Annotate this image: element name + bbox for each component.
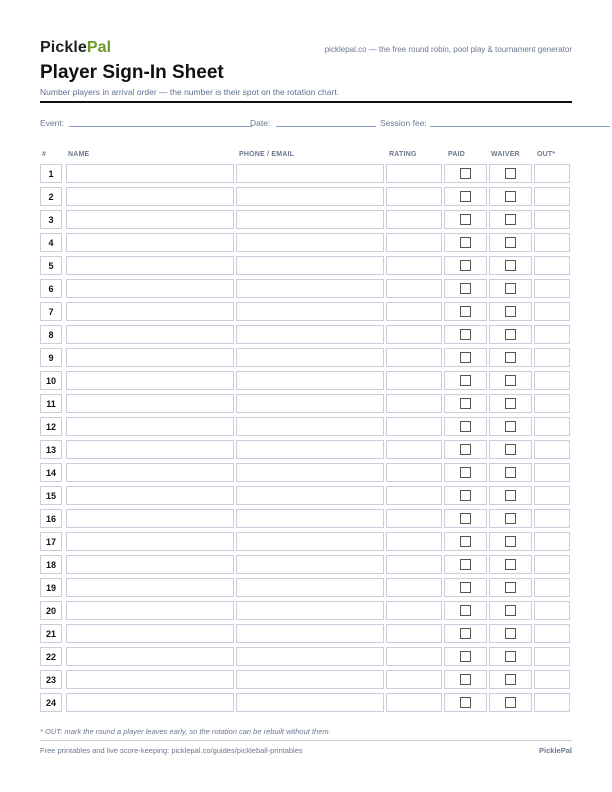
footer-divider bbox=[40, 740, 572, 741]
paid-checkbox[interactable] bbox=[460, 536, 471, 547]
out-cell[interactable] bbox=[534, 509, 570, 528]
footer-link-text: Free printables and live score-keeping: picklepal.co/guides/pickleball-printables bbox=[40, 746, 303, 755]
row-number: 2 bbox=[40, 187, 62, 206]
name-cell[interactable] bbox=[66, 693, 234, 712]
table-row bbox=[0, 210, 612, 231]
table-row bbox=[0, 233, 612, 254]
waiver-checkbox[interactable] bbox=[505, 674, 516, 685]
out-cell[interactable] bbox=[534, 187, 570, 206]
out-cell[interactable] bbox=[534, 256, 570, 275]
event-label: Event: bbox=[40, 118, 65, 128]
out-cell[interactable] bbox=[534, 463, 570, 482]
rating-cell[interactable] bbox=[386, 302, 442, 321]
name-cell[interactable] bbox=[66, 164, 234, 183]
contact-cell[interactable] bbox=[236, 578, 384, 597]
row-number: 17 bbox=[40, 532, 62, 551]
row-number: 7 bbox=[40, 302, 62, 321]
out-cell[interactable] bbox=[534, 532, 570, 551]
rating-cell[interactable] bbox=[386, 578, 442, 597]
paid-checkbox[interactable] bbox=[460, 444, 471, 455]
table-row bbox=[0, 670, 612, 691]
brand-name-part2: Pal bbox=[86, 39, 112, 56]
rating-cell[interactable] bbox=[386, 509, 442, 528]
table-row bbox=[0, 578, 612, 599]
paid-checkbox[interactable] bbox=[460, 260, 471, 271]
contact-cell[interactable] bbox=[236, 532, 384, 551]
paid-checkbox[interactable] bbox=[460, 398, 471, 409]
row-number: 14 bbox=[40, 463, 62, 482]
row-number: 21 bbox=[40, 624, 62, 643]
name-cell[interactable] bbox=[66, 555, 234, 574]
contact-cell[interactable] bbox=[236, 509, 384, 528]
name-cell[interactable] bbox=[66, 509, 234, 528]
name-cell[interactable] bbox=[66, 210, 234, 229]
name-cell[interactable] bbox=[66, 532, 234, 551]
row-number: 18 bbox=[40, 555, 62, 574]
table-row bbox=[0, 256, 612, 277]
contact-cell[interactable] bbox=[236, 555, 384, 574]
row-number: 13 bbox=[40, 440, 62, 459]
contact-cell[interactable] bbox=[236, 371, 384, 390]
name-cell[interactable] bbox=[66, 325, 234, 344]
col-header-name: NAME bbox=[68, 151, 90, 158]
table-row bbox=[0, 509, 612, 530]
table-row bbox=[0, 486, 612, 507]
col-header-out: OUT* bbox=[537, 151, 556, 158]
contact-cell[interactable] bbox=[236, 210, 384, 229]
row-number: 11 bbox=[40, 394, 62, 413]
out-cell[interactable] bbox=[534, 325, 570, 344]
row-number: 23 bbox=[40, 670, 62, 689]
table-row bbox=[0, 440, 612, 461]
row-number: 5 bbox=[40, 256, 62, 275]
out-cell[interactable] bbox=[534, 670, 570, 689]
waiver-checkbox[interactable] bbox=[505, 697, 516, 708]
waiver-checkbox[interactable] bbox=[505, 559, 516, 570]
row-number: 24 bbox=[40, 693, 62, 712]
row-number: 12 bbox=[40, 417, 62, 436]
table-row bbox=[0, 371, 612, 392]
row-number: 15 bbox=[40, 486, 62, 505]
date-label: Date: bbox=[250, 118, 271, 128]
name-cell[interactable] bbox=[66, 187, 234, 206]
table-row bbox=[0, 302, 612, 323]
col-header-number: # bbox=[42, 151, 47, 158]
tagline: picklepal.co — the free round robin, pool play & tournament generator bbox=[324, 45, 572, 54]
name-cell[interactable] bbox=[66, 417, 234, 436]
name-cell[interactable] bbox=[66, 578, 234, 597]
rating-cell[interactable] bbox=[386, 233, 442, 252]
name-cell[interactable] bbox=[66, 440, 234, 459]
paid-checkbox[interactable] bbox=[460, 329, 471, 340]
row-number: 6 bbox=[40, 279, 62, 298]
table-row bbox=[0, 325, 612, 346]
name-cell[interactable] bbox=[66, 647, 234, 666]
name-cell[interactable] bbox=[66, 463, 234, 482]
rating-cell[interactable] bbox=[386, 624, 442, 643]
paid-checkbox[interactable] bbox=[460, 214, 471, 225]
date-field[interactable] bbox=[276, 126, 376, 127]
contact-cell[interactable] bbox=[236, 670, 384, 689]
paid-checkbox[interactable] bbox=[460, 582, 471, 593]
waiver-checkbox[interactable] bbox=[505, 490, 516, 501]
page-title: Player Sign-In Sheet bbox=[40, 62, 224, 83]
table-row bbox=[0, 647, 612, 668]
col-header-paid: PAID bbox=[448, 151, 466, 158]
page-subtitle: Number players in arrival order — the number is their spot on the rotation chart. bbox=[40, 87, 340, 97]
name-cell[interactable] bbox=[66, 348, 234, 367]
out-cell[interactable] bbox=[534, 486, 570, 505]
waiver-checkbox[interactable] bbox=[505, 375, 516, 386]
rating-cell[interactable] bbox=[386, 325, 442, 344]
table-row bbox=[0, 532, 612, 553]
out-footnote: * OUT: mark the round a player leaves early, so the rotation can be rebuilt without them. bbox=[40, 727, 331, 736]
waiver-checkbox[interactable] bbox=[505, 398, 516, 409]
contact-cell[interactable] bbox=[236, 693, 384, 712]
out-cell[interactable] bbox=[534, 693, 570, 712]
rating-cell[interactable] bbox=[386, 463, 442, 482]
contact-cell[interactable] bbox=[236, 302, 384, 321]
row-number: 16 bbox=[40, 509, 62, 528]
contact-cell[interactable] bbox=[236, 624, 384, 643]
paid-checkbox[interactable] bbox=[460, 605, 471, 616]
table-row bbox=[0, 693, 612, 714]
table-row bbox=[0, 624, 612, 645]
waiver-checkbox[interactable] bbox=[505, 237, 516, 248]
contact-cell[interactable] bbox=[236, 233, 384, 252]
waiver-checkbox[interactable] bbox=[505, 513, 516, 524]
paid-checkbox[interactable] bbox=[460, 674, 471, 685]
out-cell[interactable] bbox=[534, 624, 570, 643]
waiver-checkbox[interactable] bbox=[505, 444, 516, 455]
paid-checkbox[interactable] bbox=[460, 237, 471, 248]
out-cell[interactable] bbox=[534, 233, 570, 252]
rating-cell[interactable] bbox=[386, 670, 442, 689]
row-number: 8 bbox=[40, 325, 62, 344]
waiver-checkbox[interactable] bbox=[505, 168, 516, 179]
contact-cell[interactable] bbox=[236, 348, 384, 367]
out-cell[interactable] bbox=[534, 302, 570, 321]
col-header-rating: RATING bbox=[389, 151, 417, 158]
table-row bbox=[0, 463, 612, 484]
out-cell[interactable] bbox=[534, 647, 570, 666]
contact-cell[interactable] bbox=[236, 601, 384, 620]
contact-cell[interactable] bbox=[236, 647, 384, 666]
row-number: 19 bbox=[40, 578, 62, 597]
paid-checkbox[interactable] bbox=[460, 421, 471, 432]
rating-cell[interactable] bbox=[386, 693, 442, 712]
name-cell[interactable] bbox=[66, 302, 234, 321]
session-fee-label: Session fee: bbox=[380, 118, 427, 128]
header-divider bbox=[40, 101, 572, 103]
session-fee-field[interactable] bbox=[430, 126, 610, 127]
paid-checkbox[interactable] bbox=[460, 651, 471, 662]
rating-cell[interactable] bbox=[386, 348, 442, 367]
paid-checkbox[interactable] bbox=[460, 559, 471, 570]
rating-cell[interactable] bbox=[386, 486, 442, 505]
waiver-checkbox[interactable] bbox=[505, 651, 516, 662]
out-cell[interactable] bbox=[534, 210, 570, 229]
footer-brand: PicklePal bbox=[539, 746, 572, 755]
waiver-checkbox[interactable] bbox=[505, 582, 516, 593]
rating-cell[interactable] bbox=[386, 210, 442, 229]
table-row bbox=[0, 187, 612, 208]
contact-cell[interactable] bbox=[236, 256, 384, 275]
paid-checkbox[interactable] bbox=[460, 467, 471, 478]
paid-checkbox[interactable] bbox=[460, 191, 471, 202]
contact-cell[interactable] bbox=[236, 486, 384, 505]
row-number: 20 bbox=[40, 601, 62, 620]
row-number: 9 bbox=[40, 348, 62, 367]
out-cell[interactable] bbox=[534, 371, 570, 390]
rating-cell[interactable] bbox=[386, 532, 442, 551]
name-cell[interactable] bbox=[66, 279, 234, 298]
paid-checkbox[interactable] bbox=[460, 375, 471, 386]
table-row bbox=[0, 394, 612, 415]
row-number: 10 bbox=[40, 371, 62, 390]
event-field[interactable] bbox=[69, 126, 252, 127]
contact-cell[interactable] bbox=[236, 325, 384, 344]
waiver-checkbox[interactable] bbox=[505, 283, 516, 294]
contact-cell[interactable] bbox=[236, 279, 384, 298]
rating-cell[interactable] bbox=[386, 417, 442, 436]
rating-cell[interactable] bbox=[386, 256, 442, 275]
paid-checkbox[interactable] bbox=[460, 490, 471, 501]
col-header-contact: PHONE / EMAIL bbox=[239, 151, 295, 158]
name-cell[interactable] bbox=[66, 394, 234, 413]
contact-cell[interactable] bbox=[236, 187, 384, 206]
contact-cell[interactable] bbox=[236, 417, 384, 436]
waiver-checkbox[interactable] bbox=[505, 536, 516, 547]
rating-cell[interactable] bbox=[386, 187, 442, 206]
brand-logo bbox=[40, 39, 111, 57]
waiver-checkbox[interactable] bbox=[505, 306, 516, 317]
rating-cell[interactable] bbox=[386, 440, 442, 459]
out-cell[interactable] bbox=[534, 555, 570, 574]
contact-cell[interactable] bbox=[236, 440, 384, 459]
paid-checkbox[interactable] bbox=[460, 306, 471, 317]
rating-cell[interactable] bbox=[386, 164, 442, 183]
paid-checkbox[interactable] bbox=[460, 697, 471, 708]
paid-checkbox[interactable] bbox=[460, 168, 471, 179]
row-number: 22 bbox=[40, 647, 62, 666]
table-row bbox=[0, 417, 612, 438]
waiver-checkbox[interactable] bbox=[505, 467, 516, 478]
name-cell[interactable] bbox=[66, 233, 234, 252]
name-cell[interactable] bbox=[66, 624, 234, 643]
name-cell[interactable] bbox=[66, 486, 234, 505]
name-cell[interactable] bbox=[66, 256, 234, 275]
waiver-checkbox[interactable] bbox=[505, 421, 516, 432]
paid-checkbox[interactable] bbox=[460, 352, 471, 363]
out-cell[interactable] bbox=[534, 440, 570, 459]
row-number: 4 bbox=[40, 233, 62, 252]
paid-checkbox[interactable] bbox=[460, 628, 471, 639]
waiver-checkbox[interactable] bbox=[505, 214, 516, 225]
row-number: 3 bbox=[40, 210, 62, 229]
table-row bbox=[0, 555, 612, 576]
table-row bbox=[0, 279, 612, 300]
waiver-checkbox[interactable] bbox=[505, 260, 516, 271]
name-cell[interactable] bbox=[66, 670, 234, 689]
rating-cell[interactable] bbox=[386, 279, 442, 298]
contact-cell[interactable] bbox=[236, 164, 384, 183]
waiver-checkbox[interactable] bbox=[505, 352, 516, 363]
waiver-checkbox[interactable] bbox=[505, 605, 516, 616]
out-cell[interactable] bbox=[534, 279, 570, 298]
out-cell[interactable] bbox=[534, 164, 570, 183]
name-cell[interactable] bbox=[66, 601, 234, 620]
name-cell[interactable] bbox=[66, 371, 234, 390]
contact-cell[interactable] bbox=[236, 463, 384, 482]
waiver-checkbox[interactable] bbox=[505, 628, 516, 639]
table-row bbox=[0, 348, 612, 369]
col-header-waiver: WAIVER bbox=[491, 151, 520, 158]
table-row bbox=[0, 164, 612, 185]
contact-cell[interactable] bbox=[236, 394, 384, 413]
paid-checkbox[interactable] bbox=[460, 283, 471, 294]
waiver-checkbox[interactable] bbox=[505, 329, 516, 340]
brand-name-part1: Pickle bbox=[40, 39, 87, 56]
row-number: 1 bbox=[40, 164, 62, 183]
out-cell[interactable] bbox=[534, 394, 570, 413]
rating-cell[interactable] bbox=[386, 601, 442, 620]
rating-cell[interactable] bbox=[386, 371, 442, 390]
table-row bbox=[0, 601, 612, 622]
out-cell[interactable] bbox=[534, 417, 570, 436]
out-cell[interactable] bbox=[534, 348, 570, 367]
paid-checkbox[interactable] bbox=[460, 513, 471, 524]
out-cell[interactable] bbox=[534, 578, 570, 597]
rating-cell[interactable] bbox=[386, 647, 442, 666]
waiver-checkbox[interactable] bbox=[505, 191, 516, 202]
out-cell[interactable] bbox=[534, 601, 570, 620]
rating-cell[interactable] bbox=[386, 394, 442, 413]
rating-cell[interactable] bbox=[386, 555, 442, 574]
